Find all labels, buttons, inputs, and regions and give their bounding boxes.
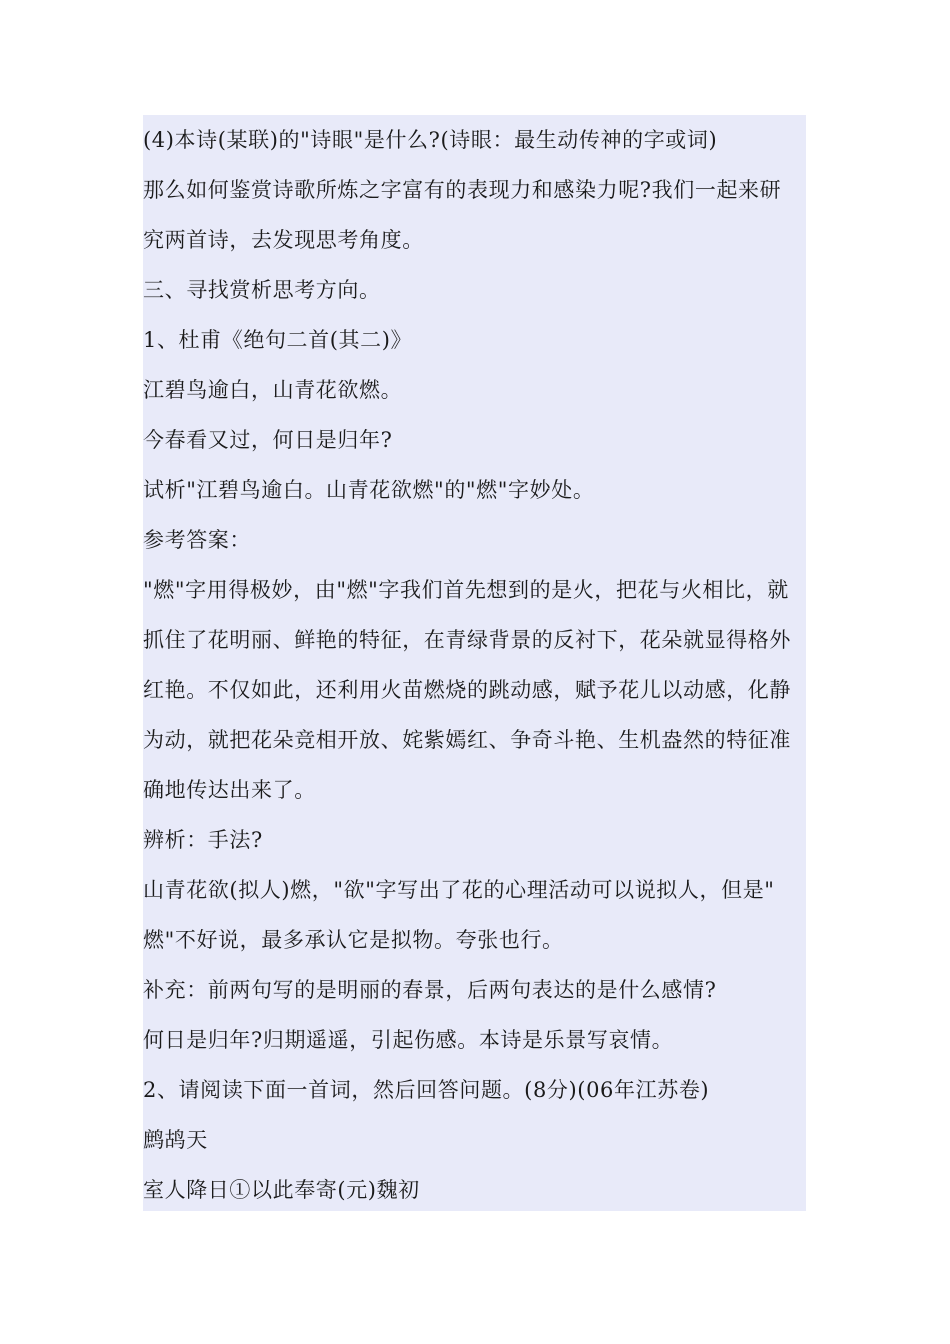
poem-line: 江碧鸟逾白，山青花欲燃。 <box>143 378 403 402</box>
analysis-text: 燃"不好说，最多承认它是拟物。夸张也行。 <box>143 928 564 952</box>
answer-text: 确地传达出来了。 <box>143 778 316 802</box>
supplement-text: 补充：前两句写的是明丽的春景，后两句表达的是什么感情? <box>143 978 717 1002</box>
analysis-heading: 辨析：手法? <box>143 828 263 852</box>
question-heading: 2、请阅读下面一首词，然后回答问题。(8分)(06年江苏卷) <box>143 1078 710 1102</box>
answer-heading: 参考答案： <box>143 528 251 552</box>
question-text: 试析"江碧鸟逾白。山青花欲燃"的"燃"字妙处。 <box>143 478 595 502</box>
poem-title: 1、杜甫《绝句二首(其二)》 <box>143 328 413 352</box>
answer-text: "燃"字用得极妙，由"燃"字我们首先想到的是火，把花与火相比，就 <box>143 578 789 602</box>
answer-text: 红艳。不仅如此，还利用火苗燃烧的跳动感，赋予花儿以动感，化静 <box>143 678 791 702</box>
answer-text: 抓住了花明丽、鲜艳的特征，在青绿背景的反衬下，花朵就显得格外 <box>143 628 791 652</box>
section-heading: 三、寻找赏析思考方向。 <box>143 278 381 302</box>
answer-text: 为动，就把花朵竞相开放、姹紫嫣红、争奇斗艳、生机盎然的特征准 <box>143 728 791 752</box>
text-line: 那么如何鉴赏诗歌所炼之字富有的表现力和感染力呢?我们一起来研 <box>143 178 782 202</box>
poem-subtitle: 室人降日①以此奉寄(元)魏初 <box>143 1178 420 1202</box>
analysis-text: 山青花欲(拟人)燃，"欲"字写出了花的心理活动可以说拟人，但是" <box>143 878 775 902</box>
poem-title: 鹧鸪天 <box>143 1128 208 1152</box>
text-line: 究两首诗，去发现思考角度。 <box>143 228 424 252</box>
poem-line: 今春看又过，何日是归年? <box>143 428 393 452</box>
supplement-text: 何日是归年?归期遥遥，引起伤感。本诗是乐景写哀情。 <box>143 1028 674 1052</box>
text-line: (4)本诗(某联)的"诗眼"是什么?(诗眼：最生动传神的字或词) <box>143 128 718 152</box>
